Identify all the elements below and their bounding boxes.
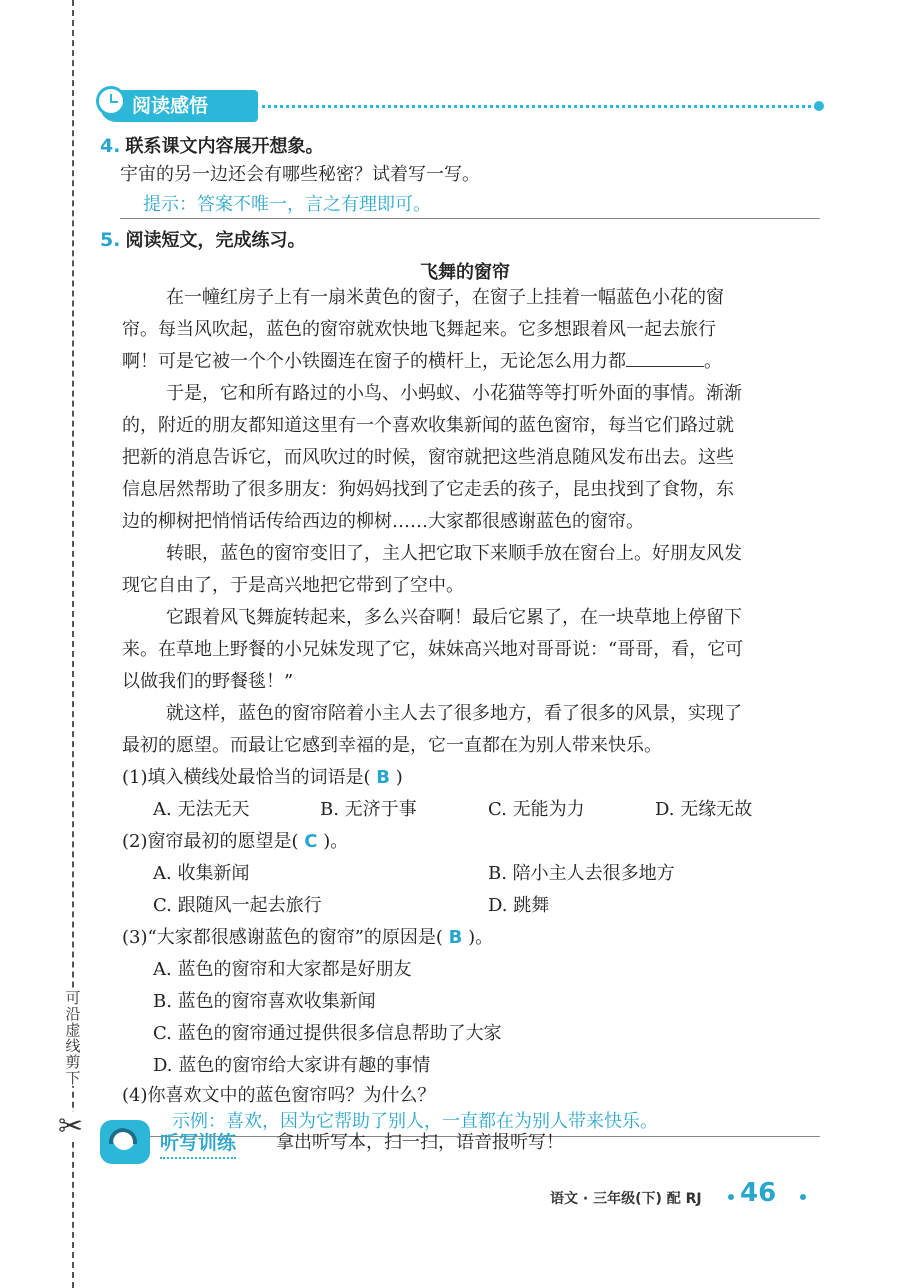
option: D. 蓝色的窗帘给大家讲有趣的事情 xyxy=(153,1055,431,1076)
divider-end-dot xyxy=(814,101,824,111)
scissors-icon: ✂ xyxy=(58,1109,84,1144)
passage-line: 于是，它和所有路过的小鸟、小蚂蚁、小花猫等等打听外面的事情。渐渐 xyxy=(166,383,742,404)
answer-line xyxy=(120,218,820,219)
question-4-title: 4. 联系课文内容展开想象。 xyxy=(100,135,324,157)
option: C. 蓝色的窗帘通过提供很多信息帮助了大家 xyxy=(153,1023,502,1044)
passage-line: 就这样，蓝色的窗帘陪着小主人去了很多地方，看了很多的风景，实现了 xyxy=(166,703,742,724)
headphones-icon xyxy=(100,1120,150,1164)
passage-line: 边的柳树把悄悄话传给西边的柳树……大家都很感谢蓝色的窗帘。 xyxy=(122,511,644,532)
passage-line: 在一幢红房子上有一扇米黄色的窗子，在窗子上挂着一幅蓝色小花的窗 xyxy=(166,287,724,308)
page-number: 46 xyxy=(740,1178,777,1208)
listening-title: 听写训练 xyxy=(160,1128,236,1159)
clock-icon xyxy=(96,86,126,116)
page-dot xyxy=(728,1194,734,1200)
passage-line: 最初的愿望。而最让它感到幸福的是，它一直都在为别人带来快乐。 xyxy=(122,735,662,756)
option: A. 收集新闻 xyxy=(153,863,250,884)
option: B. 蓝色的窗帘喜欢收集新闻 xyxy=(153,991,376,1012)
subquestion-4: (4)你喜欢文中的蓝色窗帘吗？为什么？ xyxy=(122,1085,436,1106)
subquestion-2: (2)窗帘最初的愿望是( C )。 xyxy=(122,831,349,852)
passage-title: 飞舞的窗帘 xyxy=(420,262,510,283)
passage-line: 的，附近的朋友都知道这里有一个喜欢收集新闻的蓝色窗帘，每当它们路过就 xyxy=(122,415,734,436)
option: D. 跳舞 xyxy=(488,895,550,916)
option: C. 跟随风一起去旅行 xyxy=(153,895,322,916)
cut-line xyxy=(72,0,74,1288)
option: D. 无缘无故 xyxy=(655,799,753,820)
fill-blank xyxy=(626,346,704,367)
option: A. 蓝色的窗帘和大家都是好朋友 xyxy=(153,959,412,980)
question-5-title: 5. 阅读短文，完成练习。 xyxy=(100,229,306,251)
passage-line: 信息居然帮助了很多朋友：狗妈妈找到了它走丢的孩子，昆虫找到了食物，东 xyxy=(122,479,734,500)
page-dot xyxy=(800,1194,806,1200)
question-4-answer: 提示：答案不唯一，言之有理即可。 xyxy=(143,194,431,215)
dotted-divider xyxy=(262,105,817,108)
passage-line: 现它自由了，于是高兴地把它带到了空中。 xyxy=(122,575,464,596)
option: B. 陪小主人去很多地方 xyxy=(488,863,675,884)
passage-line: 它跟着风飞舞旋转起来，多么兴奋啊！最后它累了，在一块草地上停留下 xyxy=(166,607,742,628)
passage-line: 啊！可是它被一个个小铁圈连在窗子的横杆上，无论怎么用力都 。 xyxy=(122,345,722,379)
passage-line: 转眼，蓝色的窗帘变旧了，主人把它取下来顺手放在窗台上。好朋友风发 xyxy=(166,543,742,564)
subquestion-3: (3)“大家都很感谢蓝色的窗帘”的原因是( B )。 xyxy=(122,927,494,948)
passage-line: 以做我们的野餐毯！” xyxy=(122,671,294,692)
passage-line: 把新的消息告诉它，而风吹过的时候，窗帘就把这些消息随风发布出去。这些 xyxy=(122,447,734,468)
passage-line: 来。在草地上野餐的小兄妹发现了它，妹妹高兴地对哥哥说：“哥哥，看，它可 xyxy=(122,639,744,660)
subquestion-1: (1)填入横线处最恰当的词语是( B ) xyxy=(122,767,403,788)
question-4-prompt: 宇宙的另一边还会有哪些秘密？试着写一写。 xyxy=(120,164,480,185)
footer-subject: 语文 · 三年级(下) 配 RJ xyxy=(550,1191,702,1207)
subquestion-4-answer: 示例：喜欢，因为它帮助了别人，一直都在为别人带来快乐。 xyxy=(172,1111,658,1132)
option: C. 无能为力 xyxy=(488,799,585,820)
option: B. 无济于事 xyxy=(320,799,417,820)
listening-instruction: 拿出听写本，扫一扫，语音报听写！ xyxy=(276,1132,564,1153)
option: A. 无法无天 xyxy=(153,799,250,820)
section-title: 阅读感悟 xyxy=(100,90,258,122)
passage-line: 帘。每当风吹起，蓝色的窗帘就欢快地飞舞起来。它多想跟着风一起去旅行 xyxy=(122,319,716,340)
cut-instruction: 可 沿 虚 线 剪 下 xyxy=(63,990,83,1086)
